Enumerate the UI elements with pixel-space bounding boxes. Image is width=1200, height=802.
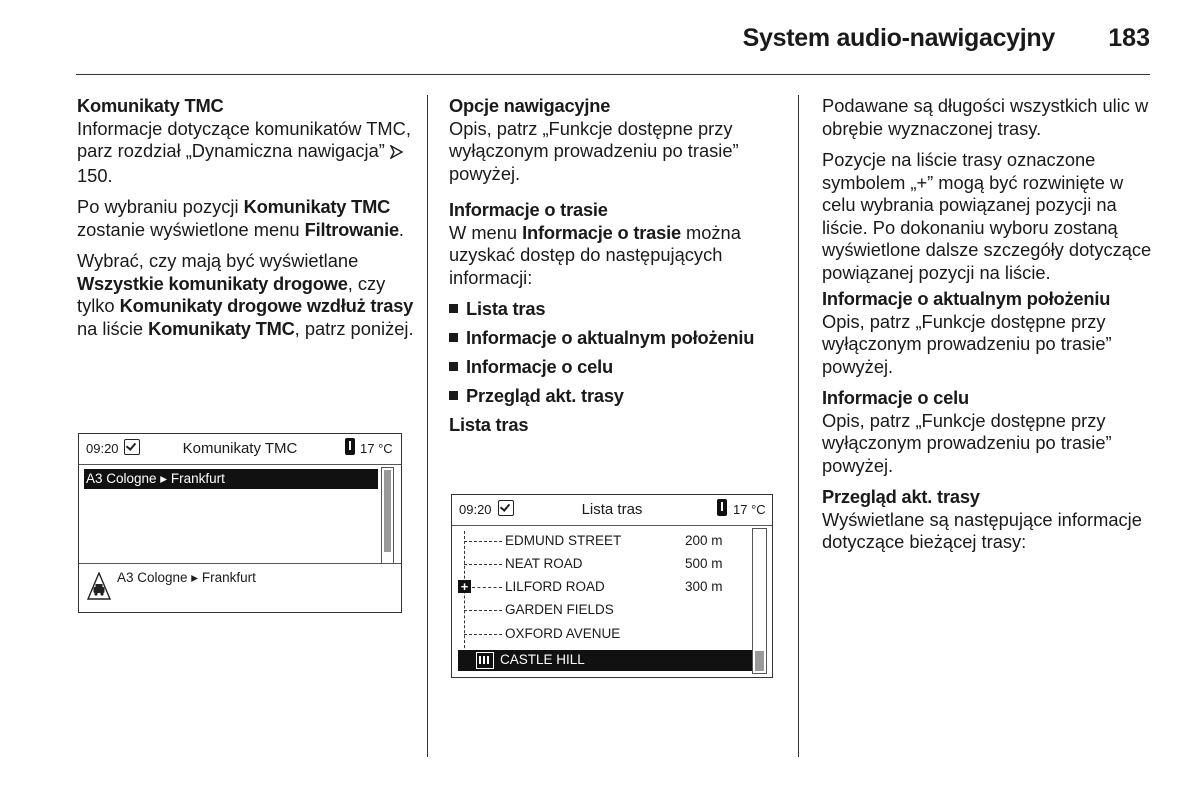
route-row-selected[interactable] — [458, 650, 752, 671]
heading-route-info: Informacje o trasie — [449, 199, 608, 220]
route-row[interactable] — [452, 599, 772, 622]
screen-footer — [79, 563, 401, 612]
list-item: Informacje o celu — [449, 356, 794, 379]
column-3 — [822, 95, 1152, 563]
street-distance: 300 m — [685, 579, 723, 594]
bullet-square-icon — [449, 333, 458, 342]
section-title: System audio-nawigacyjny — [742, 24, 1055, 52]
paragraph-route-overview: Wyświetlane są następujące informacje dotyczące bieżącej trasy: — [822, 508, 1142, 552]
screen-status-bar — [452, 495, 772, 526]
column-1 — [77, 95, 417, 349]
bullet-square-icon — [449, 391, 458, 400]
thermometer-icon — [717, 499, 727, 516]
paragraph-destination-info: Opis, patrz „Funkcje dostępne przy wyłączonym prowadzeniu po trasie” powyżej. — [822, 409, 1112, 476]
paragraph-tmc-filter: Wybrać, czy mają być wyświetlane Wszystkie komunikaty drogowe, czy tylko Komunikaty drogowe wzdłuż trasy na liście Komunikaty TMC, patrz poniżej. — [77, 250, 414, 339]
street-distance: 200 m — [685, 533, 723, 548]
scrollbar-thumb[interactable] — [384, 470, 391, 552]
temperature: 17 °C — [360, 441, 393, 456]
column-divider-1 — [427, 95, 428, 757]
scrollbar[interactable] — [381, 467, 394, 564]
column-divider-2 — [798, 95, 799, 757]
car-warning-icon — [87, 572, 111, 600]
tmc-screen — [78, 433, 402, 613]
street-distance: 500 m — [685, 556, 723, 571]
route-row[interactable] — [452, 553, 772, 576]
expand-plus-icon[interactable]: + — [458, 580, 471, 593]
street-name: NEAT ROAD — [505, 556, 583, 571]
heading-route-list: Lista tras — [449, 414, 529, 435]
bullet-square-icon — [449, 304, 458, 313]
footer-message: A3 Cologne ▸ Frankfurt — [117, 570, 256, 585]
paragraph-nav-options: Opis, patrz „Funkcje dostępne przy wyłączonym prowadzeniu po trasie” powyżej. — [449, 117, 739, 184]
heading-tmc: Komunikaty TMC — [77, 95, 224, 116]
paragraph-street-lengths: Podawane są długości wszystkich ulic w obrębie wyznaczonej trasy. — [822, 95, 1149, 139]
paragraph-tmc-info: Informacje dotyczące komunikatów TMC, parz rozdział „Dynamiczna nawigacja” 150. — [77, 117, 411, 186]
paragraph-expandable-items: Pozycje na liście trasy oznaczone symbolem „+” mogą być rozwinięte w celu wybrania powiązanej pozycji na liście. Po dokonaniu wyboru zostaną wyświetlone dalsze szczegóły dotyczące powiązanej pozycji na liście. — [822, 149, 1152, 283]
cross-reference-arrow-icon — [390, 142, 403, 165]
page-number: 183 — [1108, 24, 1150, 52]
list-item: Informacje o aktualnym położeniu — [449, 327, 794, 350]
street-name: EDMUND STREET — [505, 533, 622, 548]
screen-title: Lista tras — [581, 501, 643, 518]
route-info-list — [449, 298, 794, 408]
destination-flag-icon — [476, 652, 494, 669]
bullet-square-icon — [449, 362, 458, 371]
screen-status-bar — [79, 434, 401, 465]
scrollbar-thumb[interactable] — [755, 651, 764, 671]
paragraph-route-info: W menu Informacje o trasie można uzyskać dostęp do następujących informacji: — [449, 221, 741, 288]
selected-message-row[interactable]: A3 Cologne ▸ Frankfurt — [84, 469, 378, 489]
route-row[interactable] — [452, 576, 772, 599]
temperature: 17 °C — [733, 502, 766, 517]
screen-title: Komunikaty TMC — [182, 440, 298, 457]
heading-nav-options: Opcje nawigacyjne — [449, 95, 611, 116]
thermometer-icon — [345, 438, 355, 455]
clock: 09:20 — [86, 441, 119, 456]
list-item: Lista tras — [449, 298, 794, 321]
street-name: CASTLE HILL — [500, 652, 585, 667]
paragraph-tmc-select: Po wybraniu pozycji Komunikaty TMC zostanie wyświetlone menu Filtrowanie. — [77, 196, 405, 240]
heading-destination-info: Informacje o celu — [822, 387, 969, 408]
heading-route-overview: Przegląd akt. trasy — [822, 486, 980, 507]
column-2 — [449, 95, 794, 437]
route-row[interactable] — [452, 623, 772, 646]
route-row[interactable] — [452, 530, 772, 553]
paragraph-current-position: Opis, patrz „Funkcje dostępne przy wyłączonym prowadzeniu po trasie” powyżej. — [822, 310, 1112, 377]
list-item: Przegląd akt. trasy — [449, 385, 794, 408]
header-divider — [76, 74, 1150, 75]
street-name: OXFORD AVENUE — [505, 626, 621, 641]
heading-current-position: Informacje o aktualnym położeniu — [822, 288, 1111, 309]
route-list-screen — [451, 494, 773, 678]
street-name: LILFORD ROAD — [505, 579, 605, 594]
street-name: GARDEN FIELDS — [505, 602, 614, 617]
scrollbar[interactable] — [752, 528, 767, 674]
clock: 09:20 — [459, 502, 492, 517]
